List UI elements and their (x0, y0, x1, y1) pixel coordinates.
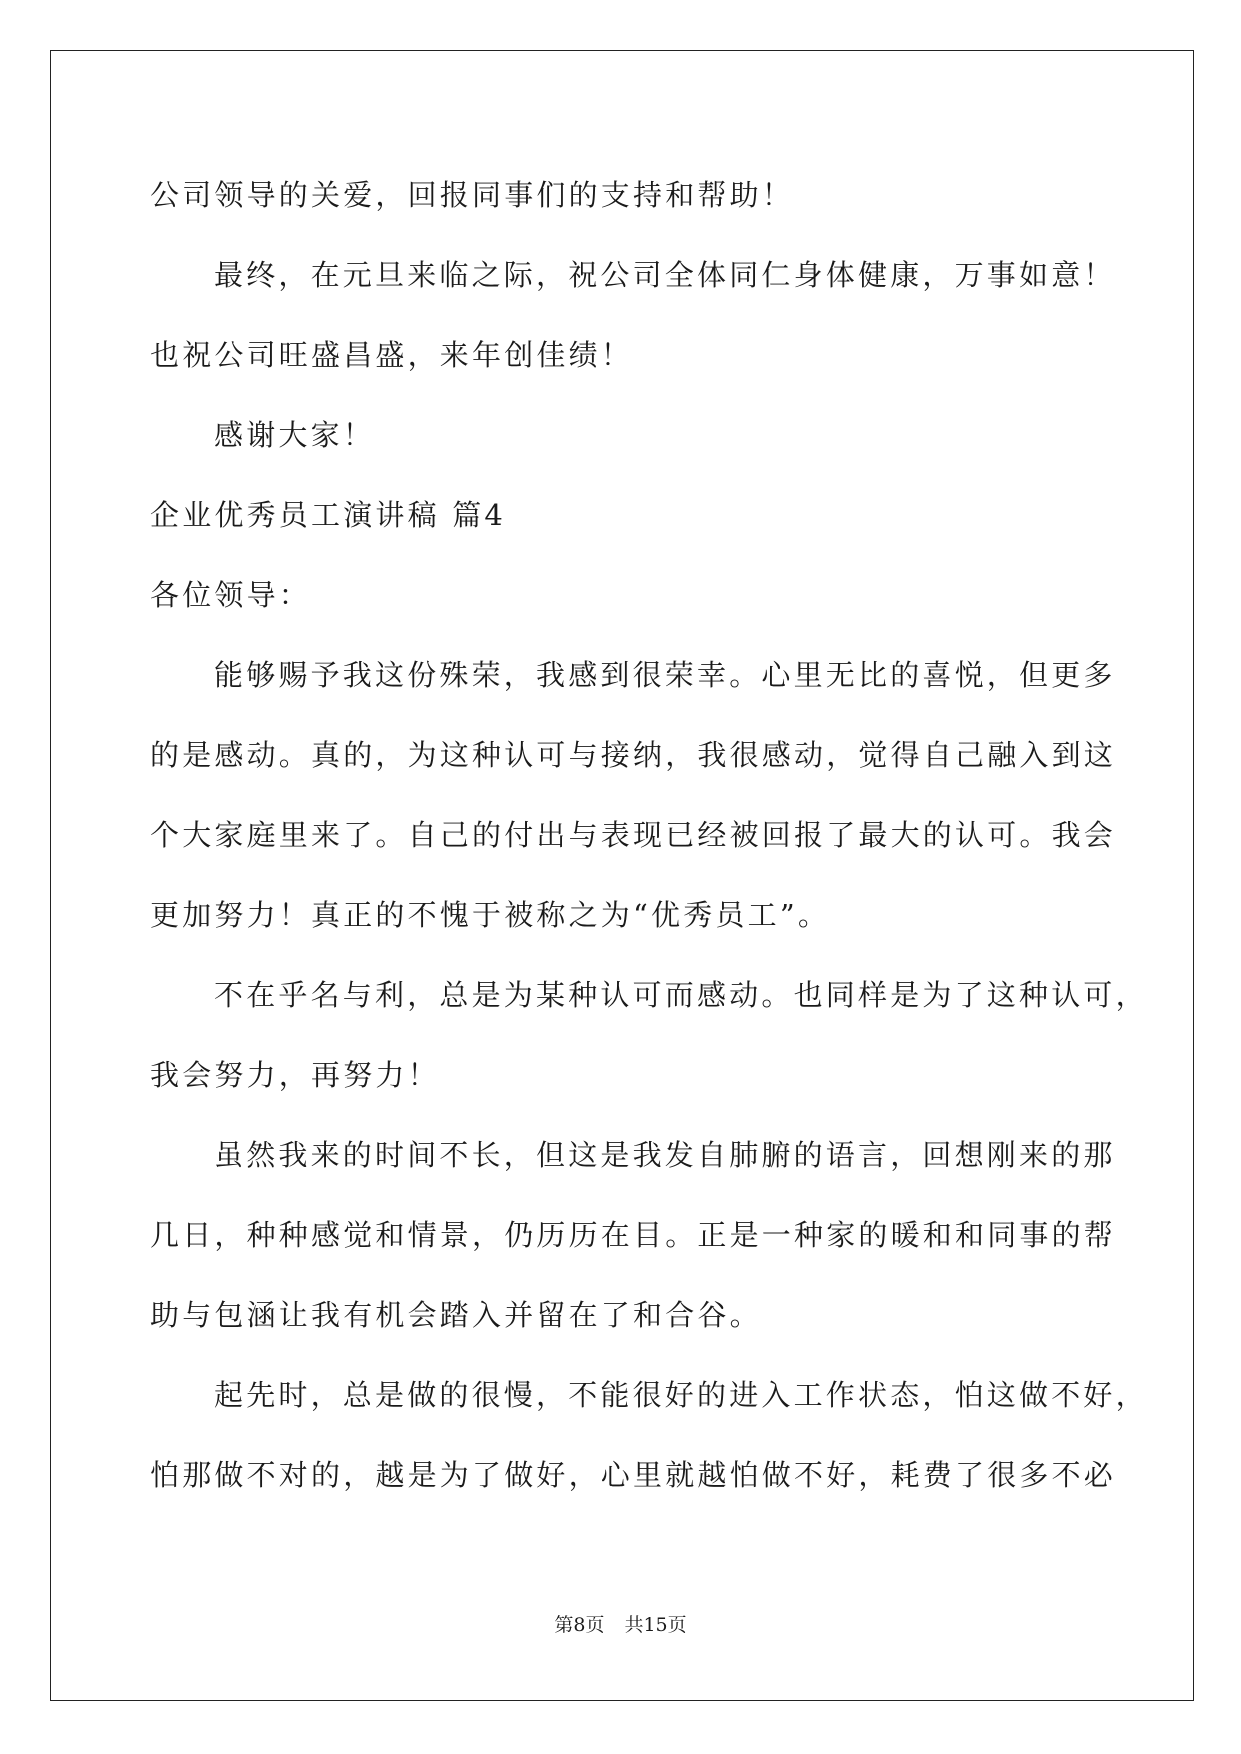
body-text-line: 也祝公司旺盛昌盛，来年创佳绩！ (150, 338, 634, 372)
body-text-line: 不在乎名与利，总是为某种认可而感动。也同样是为了这种认可， (214, 978, 1148, 1012)
section-heading: 企业优秀员工演讲稿 篇4 (150, 498, 507, 532)
body-text-line: 最终，在元旦来临之际，祝公司全体同仁身体健康，万事如意！ (214, 258, 1116, 292)
page-footer (0, 1613, 1241, 1637)
body-text-line: 公司领导的关爱，回报同事们的支持和帮助！ (150, 178, 795, 212)
page-number: 第8页 (554, 1614, 605, 1636)
body-text-line: 怕那做不对的，越是为了做好，心里就越怕做不好，耗费了很多不必 (150, 1458, 1117, 1492)
page-border (50, 50, 1194, 1701)
body-text-line: 起先时，总是做的很慢，不能很好的进入工作状态，怕这做不好， (214, 1378, 1148, 1412)
page-total: 共15页 (624, 1614, 687, 1636)
body-text-line: 的是感动。真的，为这种认可与接纳，我很感动，觉得自己融入到这 (150, 738, 1117, 772)
body-text-line: 几日，种种感觉和情景，仍历历在目。正是一种家的暖和和同事的帮 (150, 1218, 1117, 1252)
body-text-line: 虽然我来的时间不长，但这是我发自肺腑的语言，回想刚来的那 (214, 1138, 1116, 1172)
body-text-line: 我会努力，再努力！ (150, 1058, 440, 1092)
body-text-line: 感谢大家！ (214, 418, 376, 452)
body-text-line: 更加努力！真正的不愧于被称之为“优秀员工”。 (150, 898, 831, 932)
body-text-line: 助与包涵让我有机会踏入并留在了和合谷。 (150, 1298, 762, 1332)
body-text-line: 个大家庭里来了。自己的付出与表现已经被回报了最大的认可。我会 (150, 818, 1117, 852)
salutation: 各位领导： (150, 578, 312, 612)
body-text-line: 能够赐予我这份殊荣，我感到很荣幸。心里无比的喜悦，但更多 (214, 658, 1116, 692)
